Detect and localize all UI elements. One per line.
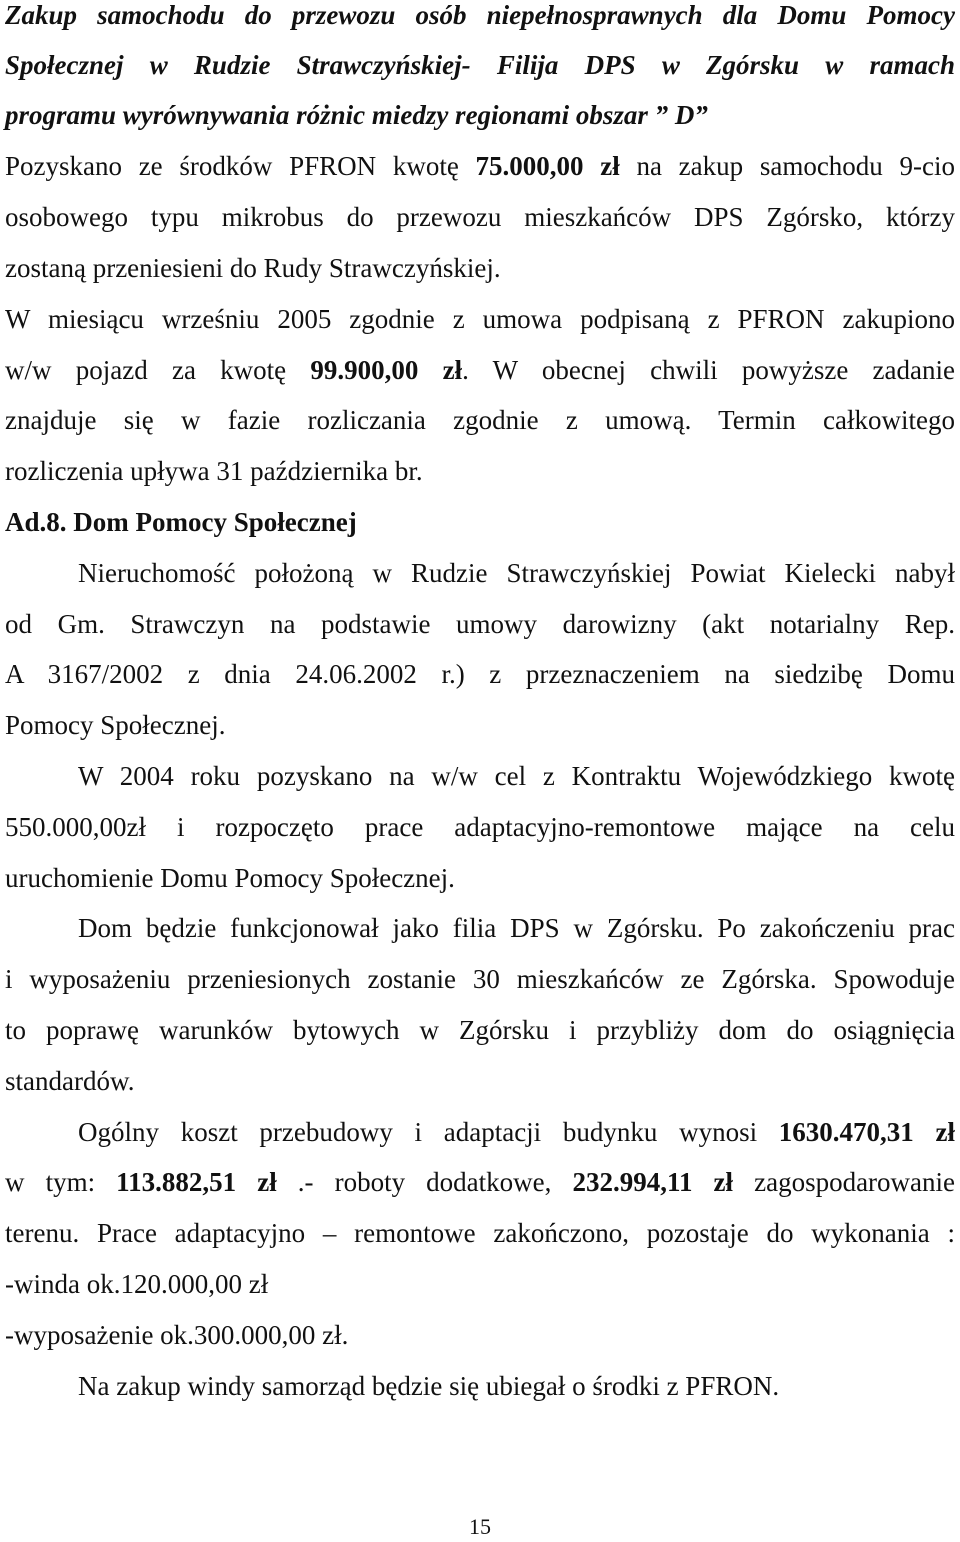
text-line: -winda ok.120.000,00 zł [5,1269,269,1299]
text-line: Pozyskano ze środków PFRON kwotę 75.000,00 zł na zakup samochodu 9-cio [5,151,955,181]
text-line: od Gm. Strawczyn na podstawie umowy darowizny (akt notarialny Rep. [5,609,955,639]
text-line: uruchomienie Domu Pomocy Społecznej. [5,863,455,893]
text-line: Nieruchomość położoną w Rudzie Strawczyńskiej Powiat Kielecki nabył [78,558,955,588]
text-line: w/w pojazd za kwotę 99.900,00 zł. W obecnej chwili powyższe zadanie [5,355,955,385]
section-heading: Ad.8. Dom Pomocy Społecznej [5,507,357,537]
text-line: w tym: 113.882,51 zł .- roboty dodatkowe, 232.994,11 zł zagospodarowanie [5,1167,956,1197]
text-line: terenu. Prace adaptacyjno – remontowe zakończono, pozostaje do wykonania : [5,1218,955,1248]
text-line: i wyposażeniu przeniesionych zostanie 30 mieszkańców ze Zgórska. Spowoduje [5,964,955,994]
text-line: 550.000,00zł i rozpoczęto prace adaptacyjno-remontowe mające na celu [5,812,955,842]
text-line: Na zakup windy samorząd będzie się ubiegał o środki z PFRON. [78,1371,780,1401]
text-line: Pomocy Społecznej. [5,710,226,740]
text-line: znajduje się w fazie rozliczania zgodnie z umową. Termin całkowitego [5,405,955,435]
title-line-2: Społecznej w Rudzie Strawczyńskiej- Filija DPS w Zgórsku w ramach [5,50,955,80]
text-line: W miesiącu wrześniu 2005 zgodnie z umowa podpisaną z PFRON zakupiono [5,304,955,334]
text-line: osobowego typu mikrobus do przewozu mieszkańców DPS Zgórsko, którzy [5,202,955,232]
text-line: Dom będzie funkcjonował jako filia DPS w Zgórsku. Po zakończeniu prac [78,913,955,943]
text-line: rozliczenia upływa 31 października br. [5,456,423,486]
page-number: 15 [469,1514,491,1539]
text-line: W 2004 roku pozyskano na w/w cel z Kontraktu Wojewódzkiego kwotę [78,761,955,791]
text-line: to poprawę warunków bytowych w Zgórsku i przybliży dom do osiągnięcia [5,1015,955,1045]
text-line: A 3167/2002 z dnia 24.06.2002 r.) z przeznaczeniem na siedzibę Domu [5,659,955,689]
text-line: standardów. [5,1066,135,1096]
text-line: Ogólny koszt przebudowy i adaptacji budynku wynosi 1630.470,31 zł [78,1117,955,1147]
text-line: -wyposażenie ok.300.000,00 zł. [5,1320,349,1350]
title-line-3: programu wyrównywania różnic miedzy regionami obszar ” D” [5,100,708,130]
text-line: zostaną przeniesieni do Rudy Strawczyńskiej. [5,253,501,283]
title-line-1: Zakup samochodu do przewozu osób niepełnosprawnych dla Domu Pomocy [5,0,955,30]
